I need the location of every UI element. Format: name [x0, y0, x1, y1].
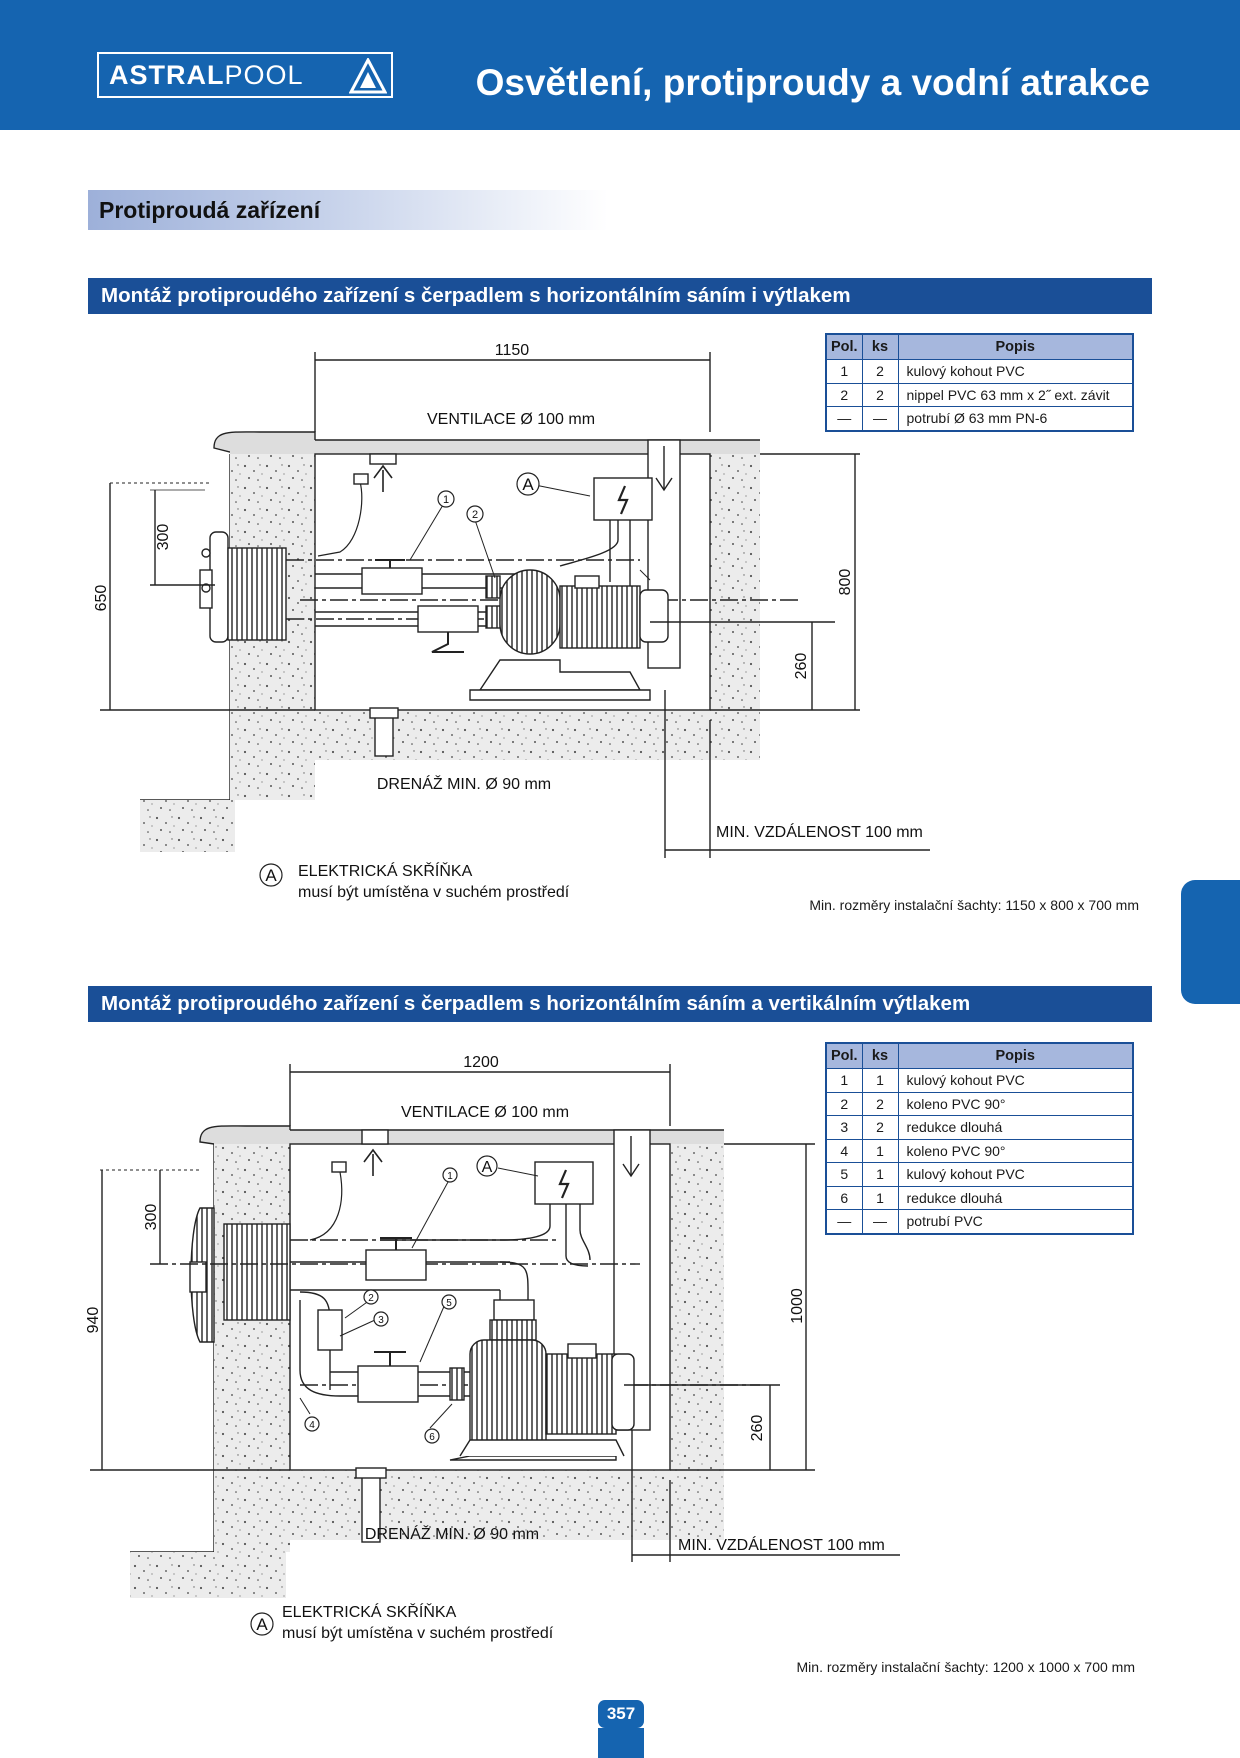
diagram2-drawing: [90, 1064, 900, 1598]
diagram1-drain: DRENÁŽ MIN. Ø 90 mm: [376, 776, 552, 793]
col-header-desc: Popis: [898, 1043, 1133, 1069]
diagram1-dim-axis: 260: [793, 652, 810, 680]
pump-motor: [560, 586, 640, 648]
pump-motor-2: [546, 1354, 616, 1434]
cell-pos: 2: [826, 383, 862, 407]
diagram1-dim-height: 800: [837, 568, 854, 596]
pump-housing: [500, 570, 560, 654]
callout-4-2: 4: [309, 1420, 315, 1431]
legend-a-line1-2: ELEKTRICKÁ SKŘÍŇKA: [282, 1604, 457, 1621]
legend-a-line1: ELEKTRICKÁ SKŘÍŇKA: [298, 863, 473, 880]
diagram2-ventilation: VENTILACE Ø 100 mm: [400, 1104, 570, 1121]
cell-pos: 5: [826, 1163, 862, 1187]
diagram1-title: Montáž protiproudého zařízení s čerpadlem s horizontálním sáním i výtlakem: [88, 278, 1152, 314]
cell-pos: —: [826, 1210, 862, 1234]
diagram2-dim-axis: 260: [749, 1414, 766, 1442]
cell-pos: 1: [826, 1069, 862, 1093]
callout-5-2: 5: [446, 1298, 452, 1309]
cell-qty: 2: [862, 360, 898, 384]
legend-a-line2-2: musí být umístěna v suchém prostředí: [282, 1625, 554, 1642]
col-header-pos: Pol.: [826, 1043, 862, 1069]
cell-desc: kulový kohout PVC: [898, 1069, 1133, 1093]
section-title: Protiproudá zařízení: [88, 190, 608, 230]
cell-qty: —: [862, 407, 898, 431]
legend-a-letter: A: [265, 866, 277, 885]
cell-pos: 1: [826, 360, 862, 384]
diagram2-dim-water: 300: [143, 1203, 160, 1231]
page-number: 357: [598, 1700, 644, 1728]
cell-desc: potrubí PVC: [898, 1210, 1133, 1234]
cell-qty: 1: [862, 1069, 898, 1093]
callout-1: 1: [442, 494, 450, 506]
cell-desc: redukce dlouhá: [898, 1116, 1133, 1140]
logo-brand-light: POOL: [224, 59, 304, 90]
diagram1-min-distance: MIN. VZDÁLENOST 100 mm: [716, 824, 923, 841]
cell-qty: 2: [862, 1116, 898, 1140]
pump-housing-2: [470, 1340, 546, 1456]
callout-1-2: 1: [447, 1171, 453, 1182]
cell-desc: nippel PVC 63 mm x 2˝ ext. závit: [898, 383, 1133, 407]
callout-a-2: A: [481, 1159, 493, 1176]
cell-qty: 1: [862, 1139, 898, 1163]
diagram1-min-dims: Min. rozměry instalační šachty: 1150 x 800 x 700 mm: [809, 897, 1139, 913]
diagram1-dim-water: 300: [155, 523, 172, 551]
logo-brand-bold: ASTRAL: [109, 59, 225, 90]
legend-a-letter-2: A: [256, 1615, 268, 1634]
cell-pos: 6: [826, 1186, 862, 1210]
col-header-pos: Pol.: [826, 334, 862, 360]
callout-3-2: 3: [378, 1315, 384, 1326]
diagram2-dim-left: 940: [85, 1306, 102, 1334]
cell-desc: potrubí Ø 63 mm PN-6: [898, 407, 1133, 431]
diagram2-dim-width: 1200: [463, 1054, 499, 1071]
cell-desc: koleno PVC 90°: [898, 1139, 1133, 1163]
cell-pos: 3: [826, 1116, 862, 1140]
cell-qty: —: [862, 1210, 898, 1234]
legend-a-line2: musí být umístěna v suchém prostředí: [298, 884, 570, 901]
cell-qty: 1: [862, 1186, 898, 1210]
callout-2-2: 2: [368, 1293, 374, 1304]
cell-pos: 4: [826, 1139, 862, 1163]
cell-desc: kulový kohout PVC: [898, 360, 1133, 384]
cell-qty: 2: [862, 383, 898, 407]
callout-2: 2: [471, 509, 479, 521]
col-header-qty: ks: [862, 1043, 898, 1069]
cell-desc: koleno PVC 90°: [898, 1092, 1133, 1116]
cell-qty: 2: [862, 1092, 898, 1116]
diagram2-min-dims: Min. rozměry instalační šachty: 1200 x 1000 x 700 mm: [796, 1659, 1135, 1675]
callout-a: A: [522, 475, 534, 494]
diagram2-min-distance: MIN. VZDÁLENOST 100 mm: [678, 1537, 885, 1554]
diagram2-dim-height: 1000: [789, 1288, 806, 1324]
col-header-qty: ks: [862, 334, 898, 360]
cell-pos: —: [826, 407, 862, 431]
col-header-desc: Popis: [898, 334, 1133, 360]
diagram1-dim-left: 650: [93, 584, 110, 612]
diagram2-title: Montáž protiproudého zařízení s čerpadlem s horizontálním sáním a vertikálním výtlakem: [88, 986, 1152, 1022]
diagram1-dim-width: 1150: [494, 342, 530, 359]
cell-qty: 1: [862, 1163, 898, 1187]
cell-desc: kulový kohout PVC: [898, 1163, 1133, 1187]
diagram2-drain: DRENÁŽ MIN. Ø 90 mm: [364, 1526, 540, 1543]
diagram1-ventilation: VENTILACE Ø 100 mm: [426, 411, 596, 428]
callout-6-2: 6: [429, 1432, 435, 1443]
cell-pos: 2: [826, 1092, 862, 1116]
cell-desc: redukce dlouhá: [898, 1186, 1133, 1210]
page-title: Osvětlení, protiproudy a vodní atrakce: [475, 62, 1150, 103]
